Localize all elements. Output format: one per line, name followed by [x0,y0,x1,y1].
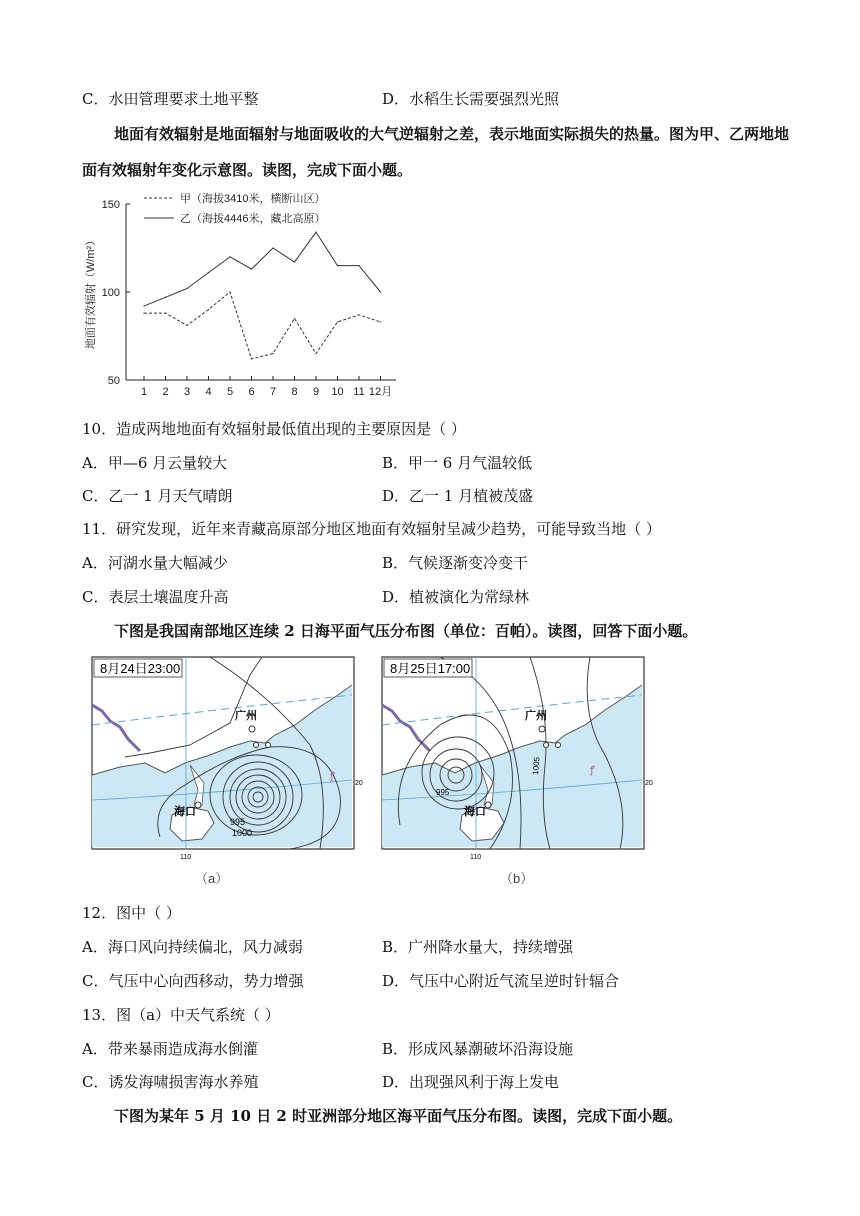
data-point [315,353,316,354]
data-point [294,318,295,319]
y-tick-label: 50 [107,375,120,387]
y-tick-label: 150 [101,199,120,211]
q13-option-a: A．带来暴雨造成海水倒灌 [82,1040,258,1058]
x-tick-label: 12月 [368,386,393,398]
x-tick-label: 2 [162,386,169,398]
q11-option-a: A．河湖水量大幅减少 [82,554,228,572]
data-point [229,256,230,257]
svg-text:ꝭ: ꝭ [330,771,335,782]
map-b-city-haikou: 海口 [464,806,486,818]
data-point [165,313,166,314]
map-b-caption: （b） [500,871,534,886]
series-line-yi [144,232,381,306]
map-b [382,657,653,886]
q11-stem: 11．研究发现，近年来青藏高原部分地区地面有效辐射呈减少趋势，可能导致当地（ ） [82,520,661,538]
x-tick-label: 8 [291,386,298,398]
q10-option-a: A．甲—6 月云量较大 [82,454,228,472]
data-point [337,321,338,322]
q11-option-c: C．表层土壤温度升高 [82,588,229,606]
q10-option-d: D．乙一 1 月植被茂盛 [382,487,534,505]
x-tick-label: 4 [205,386,212,398]
map-a [92,657,363,886]
map-a-isobar-1000: 1000 [232,828,253,838]
svg-text:ꝭ: ꝭ [590,765,595,776]
q10-option-c: C．乙一 1 月天气晴朗 [82,487,233,505]
x-tick-label: 1 [140,386,148,398]
map-a-city-haikou: 海口 [174,806,196,818]
data-point [358,314,359,315]
pressure-maps [90,655,653,890]
q13-stem: 13．图（a）中天气系统（ ） [82,1006,280,1024]
x-tick-label: 3 [183,386,191,398]
data-point [208,272,209,273]
q12-stem: 12．图中（ ） [82,904,181,922]
data-point [251,269,252,270]
data-point [315,232,316,233]
map-b-isobar-995: 995 [436,788,450,797]
q13-option-c: C．诱发海啸损害海水养殖 [82,1073,259,1091]
x-tick-label: 9 [312,386,320,398]
legend-label: 甲（海拔3410米，横断山区） [180,193,326,205]
data-point [272,353,273,354]
intro-paragraph-2: 下图是我国南部地区连续 2 日海平面气压分布图（单位：百帕）。读图，回答下面小题。 [114,622,698,640]
data-point [165,297,166,298]
map-b-lon-label: 110 [470,854,482,861]
map-a-lat-label: 20 [355,780,363,787]
legend-label: 乙（海拔4446米，藏北高原） [180,213,326,225]
q13-option-b: B．形成风暴潮破坏沿海设施 [382,1040,574,1058]
intro-paragraph-1: 地面有效辐射是地面辐射与地面吸收的大气逆辐射之差，表示地面实际损失的热量。图为甲、乙两地地面有效辐射年变化示意图。读图，完成下面小题。 [82,125,790,179]
data-point [380,321,381,322]
q12-option-c: C．气压中心向西移动，势力增强 [82,972,304,990]
x-tick-label: 10 [331,386,344,398]
map-a-isobar-995: 995 [230,817,246,827]
option-d: D．水稻生长需要强烈光照 [382,90,560,108]
map-b-lat-label: 20 [645,780,653,787]
x-tick-label: 6 [248,386,255,398]
option-c: C．水田管理要求土地平整 [82,90,259,108]
radiation-chart [86,186,406,404]
data-point [337,265,338,266]
x-tick-label: 7 [269,386,277,398]
pressure-maps-svg [90,655,653,890]
q12-option-a: A．海口风向持续偏北，风力减弱 [82,938,303,956]
map-b-isobar-1005: 1005 [531,756,542,776]
q12-option-d: D．气压中心附近气流呈逆时针辐合 [382,972,620,990]
q10-option-b: B．甲一 6 月气温较低 [382,454,533,472]
intro-paragraph-3: 下图为某年 5 月 10 日 2 时亚洲部分地区海平面气压分布图。读图，完成下面小题。 [114,1107,683,1125]
radiation-chart-svg [86,186,406,404]
x-tick-label: 5 [226,386,234,398]
data-point [272,247,273,248]
map-a-lon-label: 110 [180,854,192,861]
data-point [229,291,230,292]
data-point [294,261,295,262]
map-a-date: 8月24日23:00 [100,661,181,676]
map-a-city-guangzhou: 广州 [235,710,257,722]
data-point [208,309,209,310]
data-point [143,313,144,314]
x-tick-label: 11 [353,386,365,398]
map-b-date: 8月25日17:00 [390,661,471,676]
q11-option-b: B．气候逐渐变冷变干 [382,554,529,572]
data-point [186,288,187,289]
map-b-city-guangzhou: 广州 [525,710,547,722]
data-point [251,358,252,359]
q11-option-d: D．植被演化为常绿林 [382,588,530,606]
map-a-caption: （a） [195,871,229,886]
data-point [143,305,144,306]
data-point [186,325,187,326]
q13-option-d: D．出现强风利于海上发电 [382,1073,560,1091]
data-point [380,291,381,292]
data-point [358,265,359,266]
series-line-jia [144,292,381,359]
q12-option-b: B．广州降水量大，持续增强 [382,938,574,956]
y-axis-label: 地面有效辐射（W/m²） [85,234,97,350]
q10-stem: 10．造成两地地面有效辐射最低值出现的主要原因是（ ） [82,420,466,438]
y-tick-label: 100 [101,287,120,299]
